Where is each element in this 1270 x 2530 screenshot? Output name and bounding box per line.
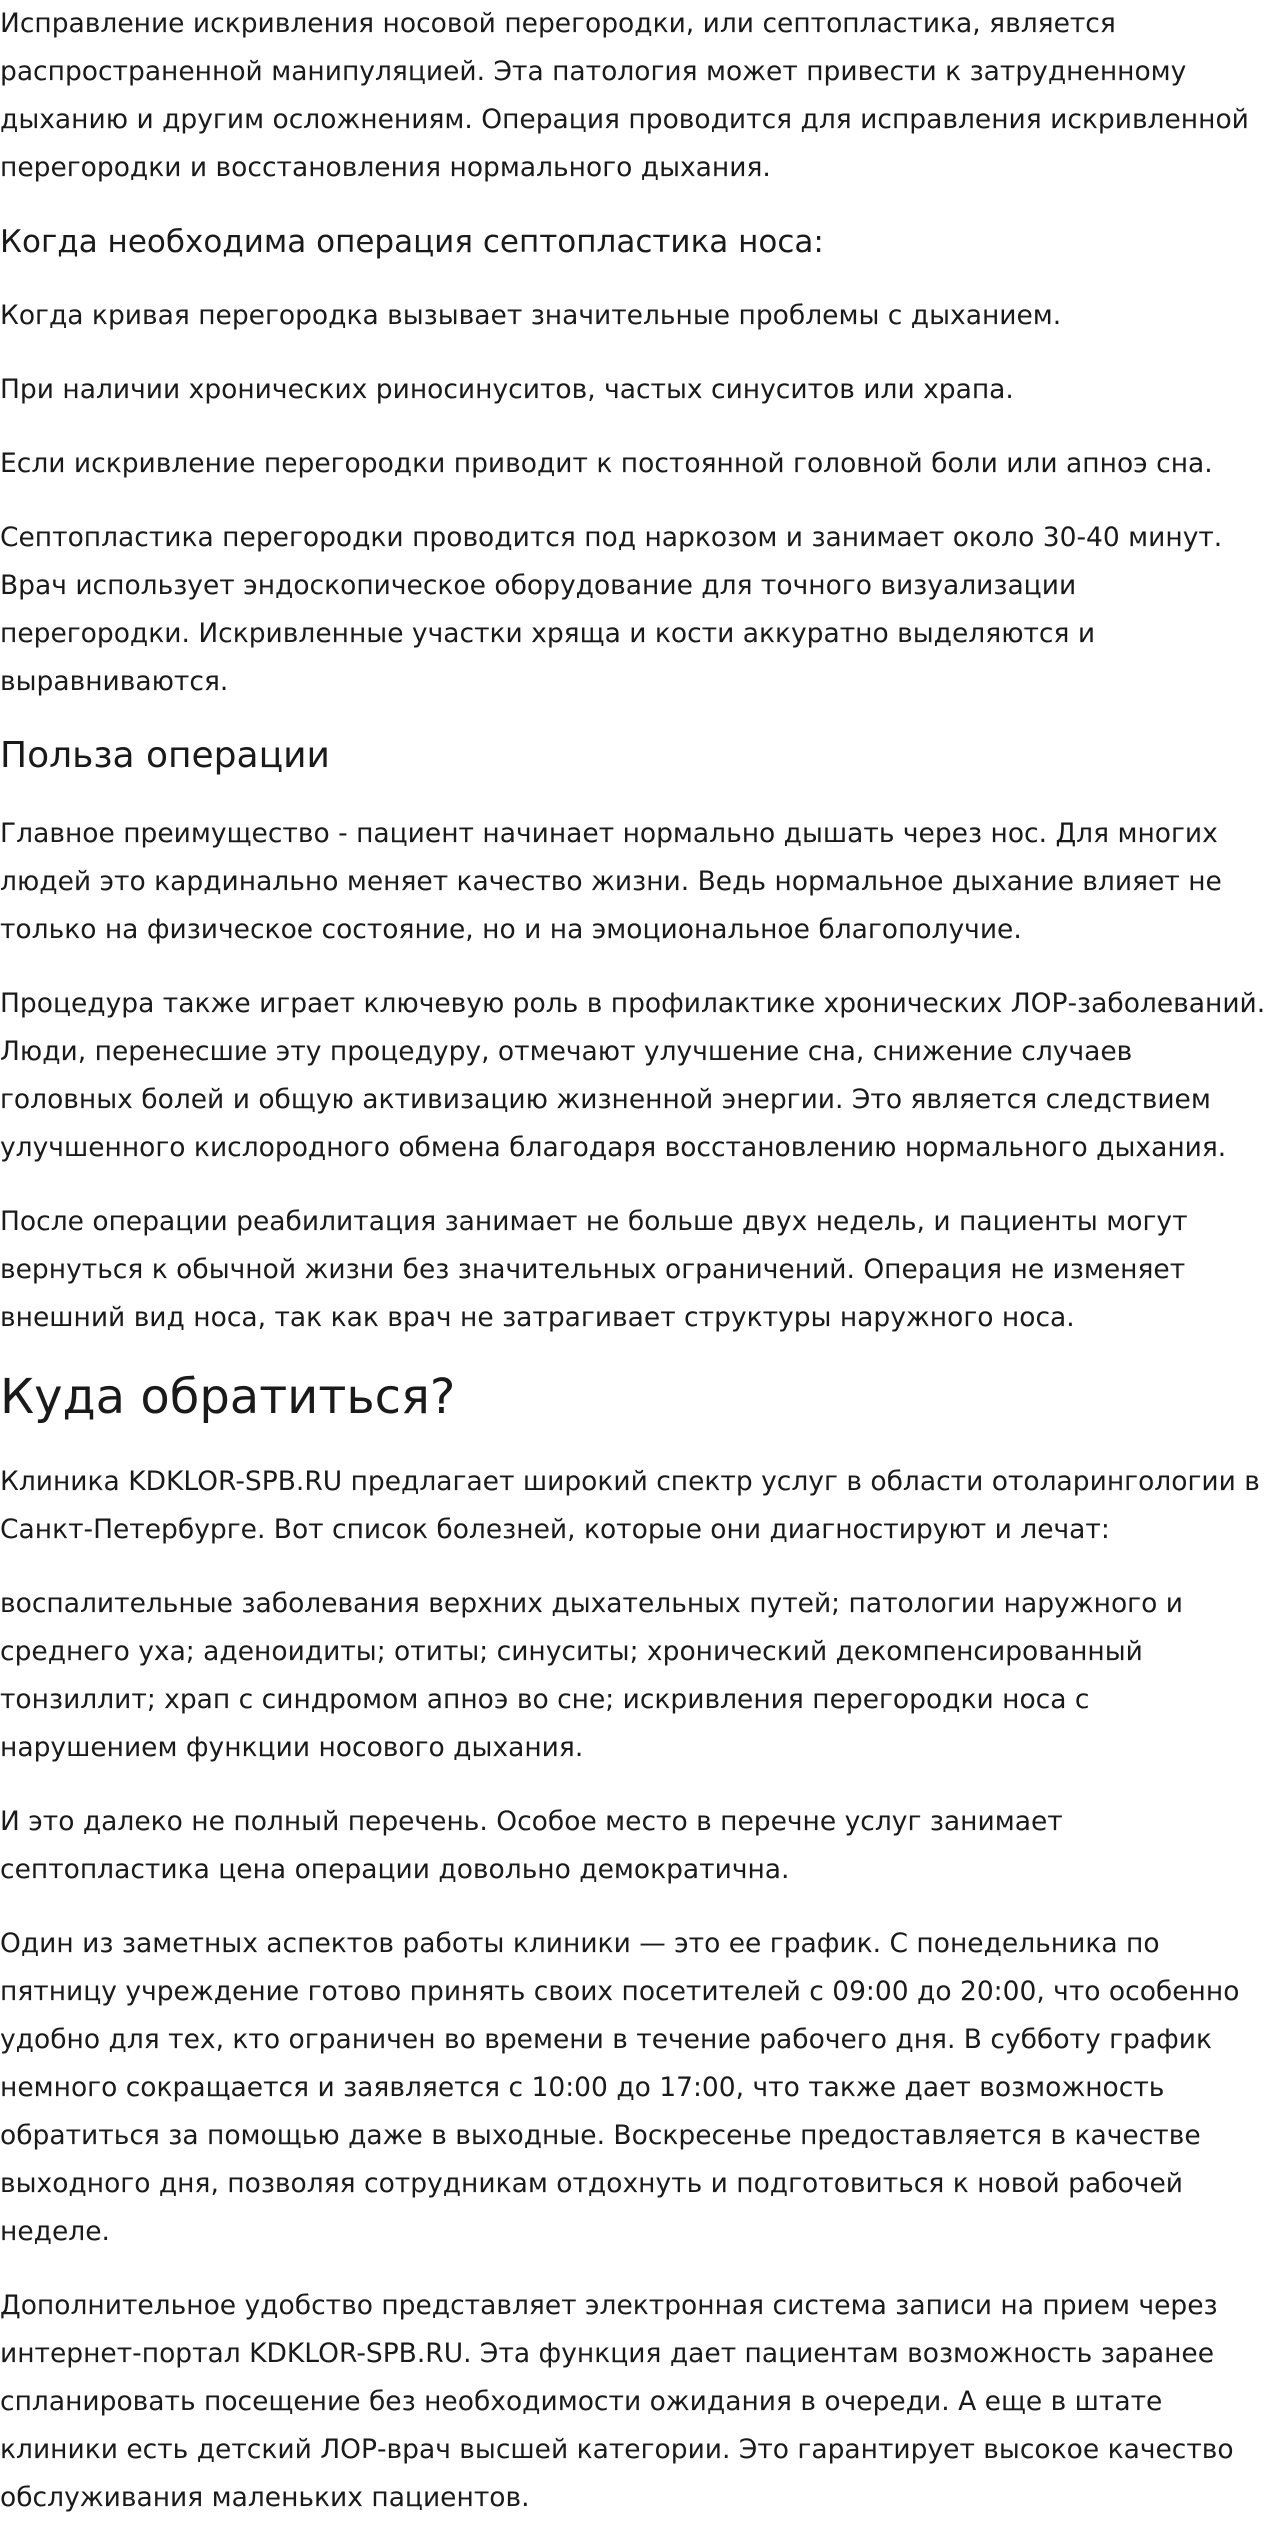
benefits-heading: Польза операции xyxy=(0,735,330,776)
indication-paragraph: При наличии хронических риносинуситов, частых синуситов или храпа. xyxy=(0,374,1014,405)
benefit-paragraph: Процедура также играет ключевую роль в профилактике хронических ЛОР-заболеваний. Люди, перенесшие эту процедуру, отмечают улучшение сна, снижение случаев головных болей и общую активизацию жизненной энергии. Это является следствием улучшенного кислородного обмена благодаря восстановлению нормального дыхания. xyxy=(0,988,1266,1163)
where-heading: Куда обратиться? xyxy=(0,1369,456,1425)
diseases-paragraph: воспалительные заболевания верхних дыхательных путей; патологии наружного и среднего уха; аденоидиты; отиты; синуситы; хронический декомпенсированный тонзиллит; храп с синдромом апноэ во сне; искривления перегородки носа с нарушением функции носового дыхания. xyxy=(0,1588,1183,1763)
indication-paragraph: Когда кривая перегородка вызывает значительные проблемы с дыханием. xyxy=(0,300,1062,331)
indication-paragraph: Если искривление перегородки приводит к постоянной головной боли или апноэ сна. xyxy=(0,448,1213,479)
intro-paragraph: Исправление искривления носовой перегородки, или септопластика, является распространенной манипуляцией. Эта патология может привести к затрудненному дыханию и другим осложнениям. Операция проводится для исправления искривленной перегородки и восстановления нормального дыхания. xyxy=(0,8,1249,183)
procedure-paragraph: Септопластика перегородки проводится под наркозом и занимает около 30-40 минут. Врач использует эндоскопическое оборудование для точного визуализации перегородки. Искривленные участки хряща и кости аккуратно выделяются и выравниваются. xyxy=(0,522,1223,697)
booking-paragraph: Дополнительное удобство представляет электронная система записи на прием через интернет-портал KDKLOR-SPB.RU. Эта функция дает пациентам возможность заранее спланировать посещение без необходимости ожидания в очереди. А еще в штате клиники есть детский ЛОР-врач высшей категории. Это гарантирует высокое качество обслуживания маленьких пациентов. xyxy=(0,2290,1234,2513)
indications-heading: Когда необходима операция септопластика носа: xyxy=(0,224,824,260)
price-note-paragraph: И это далеко не полный перечень. Особое место в перечне услуг занимает септопластика цена операции довольно демократична. xyxy=(0,1806,1063,1885)
schedule-paragraph: Один из заметных аспектов работы клиники — это ее график. С понедельника по пятницу учреждение готово принять своих посетителей с 09:00 до 20:00, что особенно удобно для тех, кто ограничен во времени в течение рабочего дня. В субботу график немного сокращается и заявляется с 10:00 до 17:00, что также дает возможность обратиться за помощью даже в выходные. Воскресенье предоставляется в качестве выходного дня, позволяя сотрудникам отдохнуть и подготовиться к новой рабочей неделе. xyxy=(0,1928,1240,2247)
benefit-paragraph: Главное преимущество - пациент начинает нормально дышать через нос. Для многих людей это кардинально меняет качество жизни. Ведь нормальное дыхание влияет не только на физическое состояние, но и на эмоциональное благополучие. xyxy=(0,818,1222,945)
clinic-intro-paragraph: Клиника KDKLOR-SPB.RU предлагает широкий спектр услуг в области отоларингологии в Санкт-Петербурге. Вот список болезней, которые они диагностируют и лечат: xyxy=(0,1466,1260,1545)
benefit-paragraph: После операции реабилитация занимает не больше двух недель, и пациенты могут вернуться к обычной жизни без значительных ограничений. Операция не изменяет внешний вид носа, так как врач не затрагивает структуры наружного носа. xyxy=(0,1206,1188,1333)
